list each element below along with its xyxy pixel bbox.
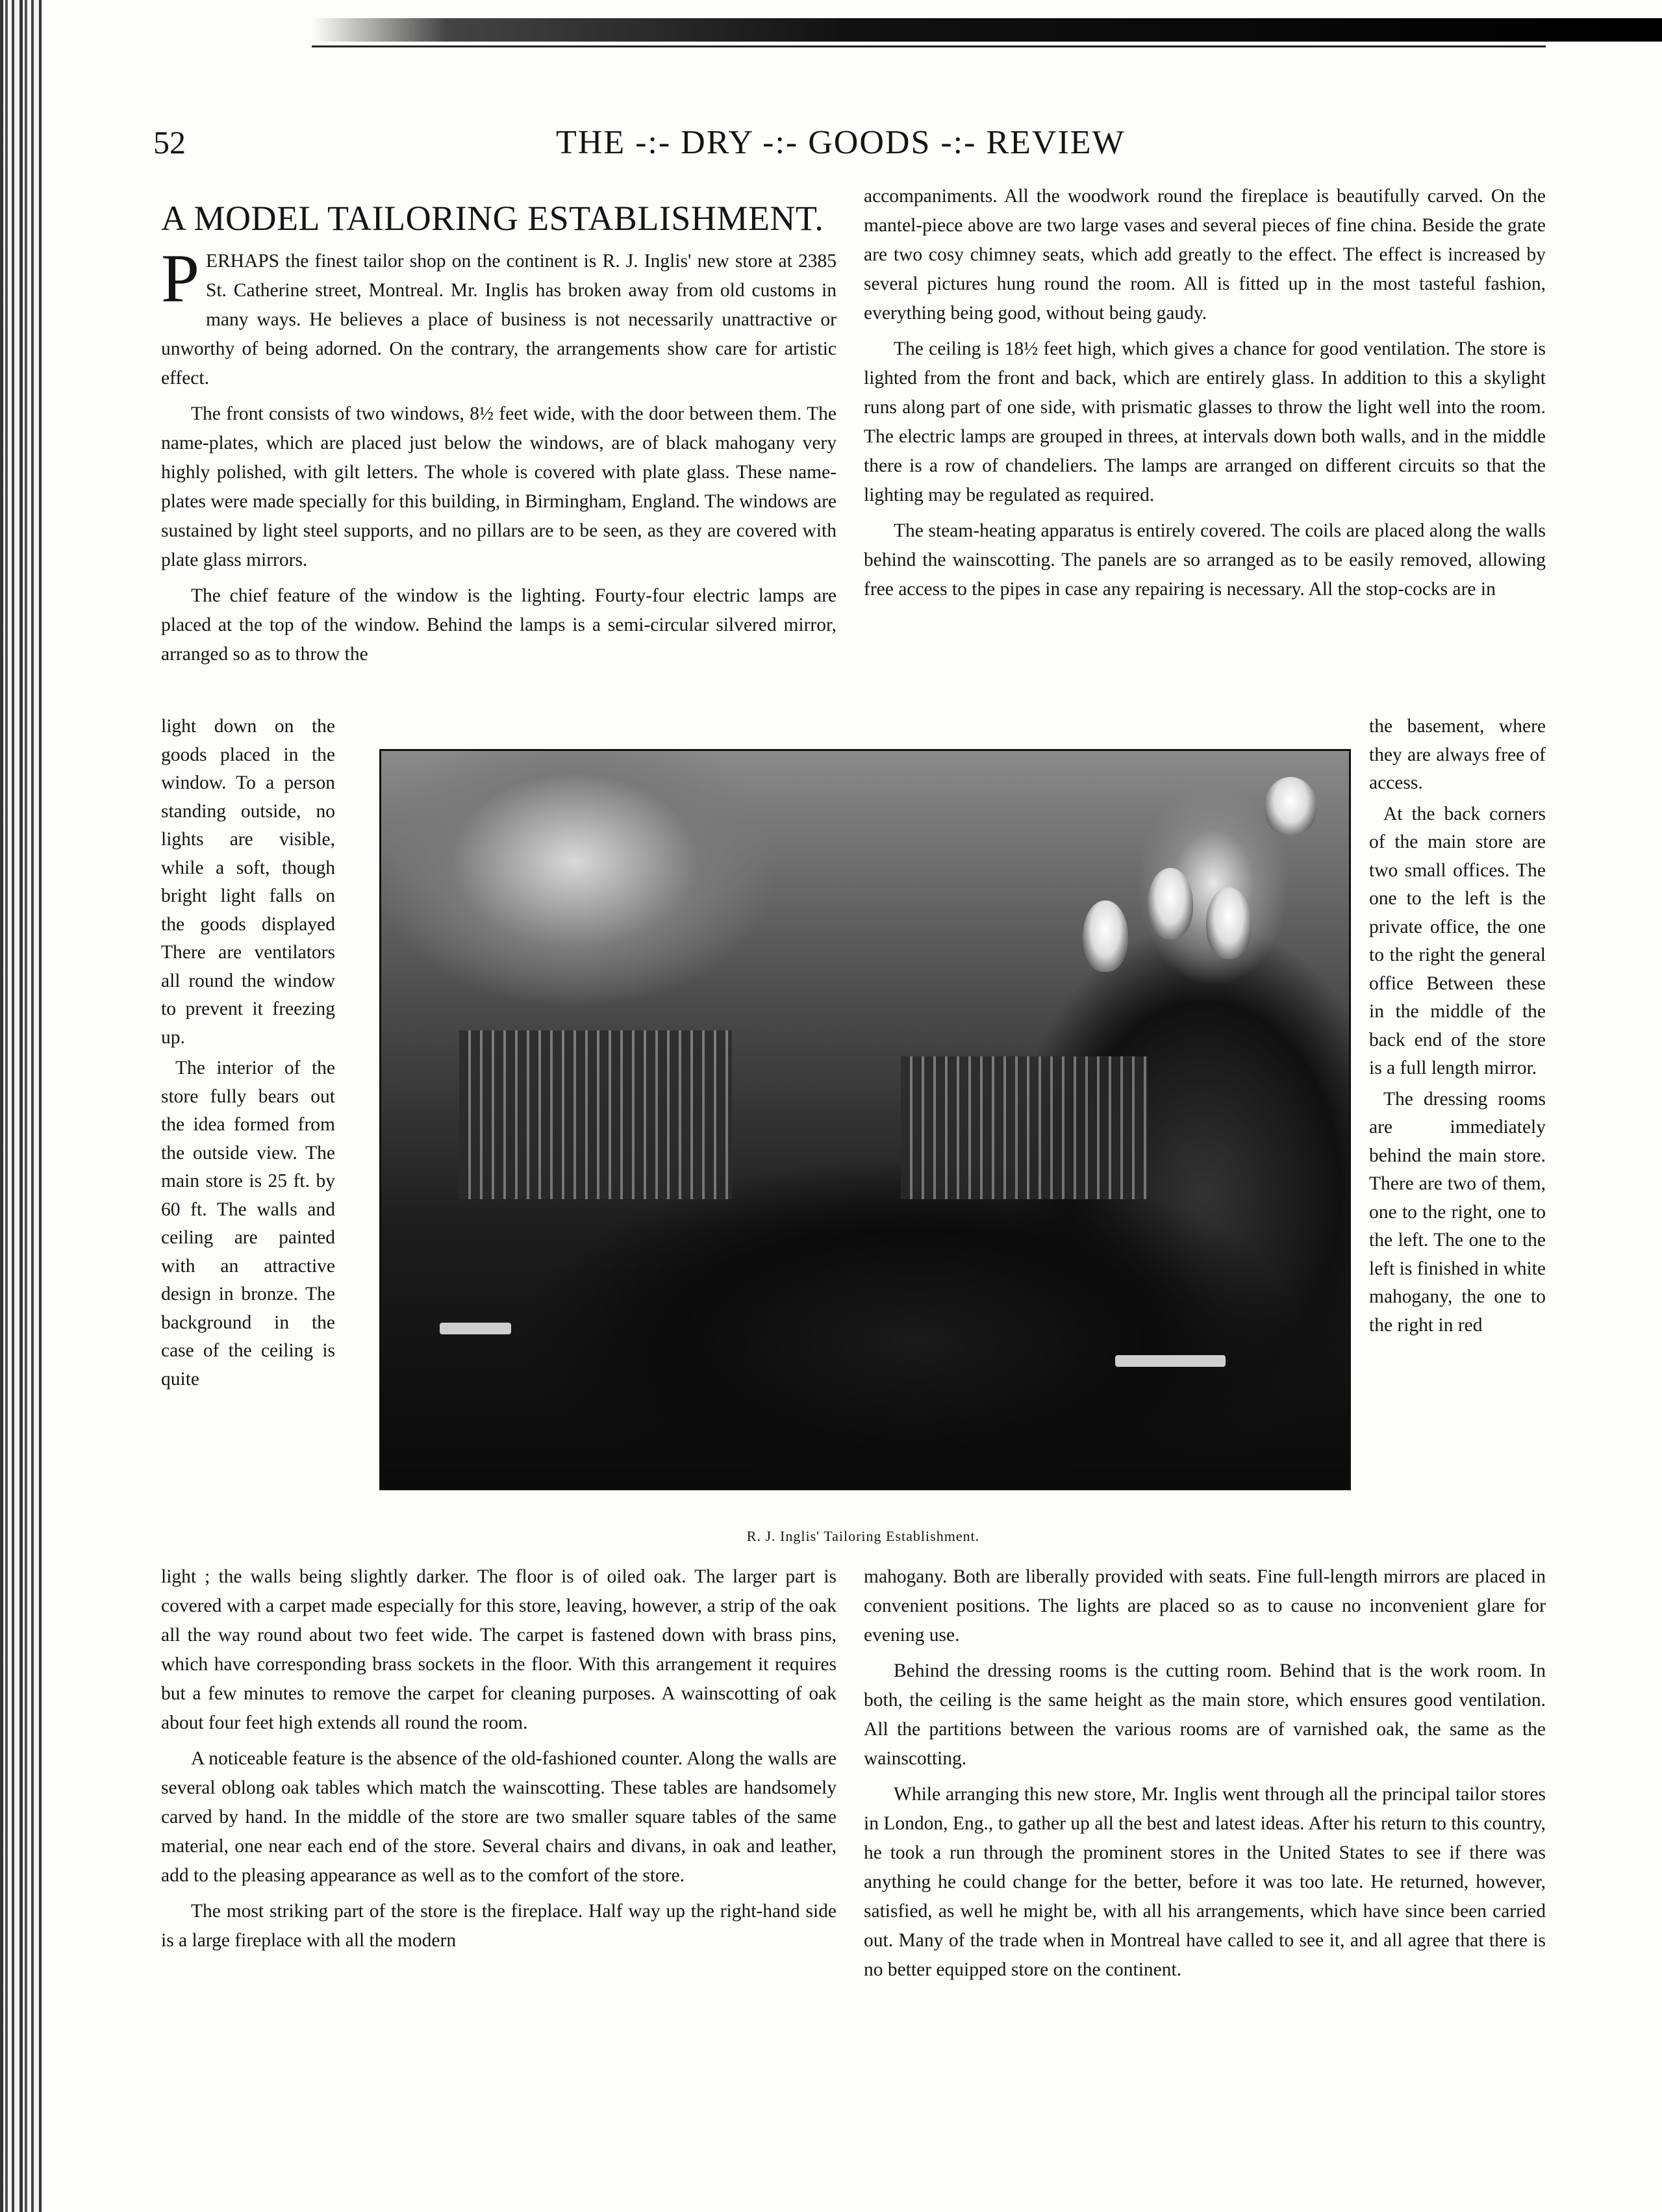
scan-binding-edge <box>0 0 42 2212</box>
paragraph: light down on the goods placed in the window. To a person standing outside, no lights are visible, while a soft, though bright light falls on the goods displayed There are ventilators all round the window to prevent it freezing up. <box>161 716 335 1048</box>
left-bottom-column <box>161 1562 837 1962</box>
top-rule-thin <box>312 45 1546 47</box>
paragraph: The steam-heating apparatus is entirely covered. The coils are placed along the walls behind the wainscotting. The panels are so arranged as to be easily removed, allowing free access to the pipes in case any repairing is necessary. All the stop-cocks are in <box>864 520 1546 600</box>
figure-caption: R. J. Inglis' Tailoring Establishment. <box>746 1528 980 1544</box>
left-wrap-column <box>161 713 335 1396</box>
chandelier-lamp <box>1265 777 1316 835</box>
dropcap: P <box>161 240 199 316</box>
display-cabinet <box>901 1056 1148 1199</box>
paragraph: The front consists of two windows, 8½ feet wide, with the door between them. The name-plates, which are placed just below the windows, are of black mahogany very highly polished, with gilt letters. The whole is covered with plate glass. These name-plates were made specially for this building, in Birmingham, England. The windows are sustained by light steel supports, and no pillars are to be seen, as they are covered with plate glass mirrors. <box>161 403 837 570</box>
paragraph: Behind the dressing rooms is the cutting room. Behind that is the work room. In both, the ceiling is the same height as the main store, which ensures good ventilation. All the partitions between the various rooms are of varnished oak, the same as the wainscotting. <box>864 1660 1546 1769</box>
paragraph: While arranging this new store, Mr. Inglis went through all the principal tailor stores in London, Eng., to gather up all the best and latest ideas. After his return to this country, he took a run through the prominent stores in the United States to see if there was anything he could change for the better, before it was too late. He returned, however, satisfied, as well he might be, with all his arrangements, which have since been carried out. Many of the trade when in Montreal have called to see it, and all agree that there is no better equipped store on the continent. <box>864 1784 1546 1980</box>
top-rule <box>312 18 1662 42</box>
paragraph: The most striking part of the store is the fireplace. Half way up the right-hand side is a large fireplace with all the modern <box>161 1901 837 1951</box>
right-bottom-column <box>864 1562 1546 1991</box>
right-wrap-column <box>1369 713 1546 1342</box>
left-column <box>161 195 837 676</box>
paragraph: The dressing rooms are immediately behind the main store. There are two of them, one to the right, one to the left. The one to the left is finished in white mahogany, the one to the right in red <box>1369 1088 1546 1336</box>
paragraph: The chief feature of the window is the lighting. Fourty-four electric lamps are placed at the top of the window. Behind the lamps is a semi-circular silvered mirror, arranged so as to throw the <box>161 585 837 665</box>
paragraph: The ceiling is 18½ feet high, which gives a chance for good ventilation. The store is lighted from the front and back, which are entirely glass. In addition to this a skylight runs along part of one side, with prismatic glasses to throw the light well into the room. The electric lamps are grouped in threes, at intervals down both walls, and in the middle there is a row of chandeliers. The lamps are arranged on different circuits so that the lighting may be regulated as required. <box>864 338 1546 505</box>
store-photograph <box>379 749 1351 1490</box>
paragraph: light ; the walls being slightly darker. The floor is of oiled oak. The larger part is covered with a carpet made especially for this store, leaving, however, a strip of the oak all the way round about two feet wide. The carpet is fastened down with brass pins, which have corresponding brass sockets in the floor. With this arrangement it requires but a few minutes to remove the carpet for cleaning purposes. A wainscotting of oak about four feet high extends all round the room. <box>161 1566 837 1733</box>
table-top <box>440 1323 511 1334</box>
running-title: THE -:- DRY -:- GOODS -:- REVIEW <box>556 124 1126 161</box>
paragraph: mahogany. Both are liberally provided with seats. Fine full-length mirrors are placed in convenient positions. The lights are placed so as to cause no inconvenient glare for evening use. <box>864 1566 1546 1646</box>
paragraph: PERHAPS the finest tailor shop on the continent is R. J. Inglis' new store at 2385 St. Catherine street, Montreal. Mr. Inglis has broken away from old customs in many ways. He believes a place of business is not necessarily unattractive or unworthy of being adorned. On the contrary, the arrangements show care for artistic effect. <box>161 240 837 388</box>
article-title: A MODEL TAILORING ESTABLISHMENT. <box>161 199 824 238</box>
chandelier-lamp <box>1083 900 1128 972</box>
chandelier-lamp <box>1148 868 1193 939</box>
paragraph: The interior of the store fully bears out the idea formed from the outside view. The main store is 25 ft. by 60 ft. The walls and ceiling are painted with an attractive design in bronze. The background in the case of the ceiling is quite <box>161 1058 335 1390</box>
page-header <box>153 123 1517 175</box>
page-number: 52 <box>153 124 186 160</box>
paragraph: accompaniments. All the woodwork round the fireplace is beautifully carved. On the mantel-piece above are two large vases and several pieces of fine china. Beside the grate are two cosy chimney seats, which add greatly to the effect. The effect is increased by several pictures hung round the room. All is fitted up in the most tasteful fashion, everything being good, without being gaudy. <box>864 186 1546 324</box>
display-cabinet <box>459 1030 732 1199</box>
paragraph: the basement, where they are always free of access. <box>1369 716 1546 793</box>
chandelier-lamp <box>1206 887 1252 959</box>
paragraph: A noticeable feature is the absence of the old-fashioned counter. Along the walls are several oblong oak tables which match the wainscotting. These tables are handsomely carved by hand. In the middle of the store are two smaller square tables of the same material, one near each end of the store. Several chairs and divans, in oak and leather, add to the pleasing appearance as well as to the comfort of the store. <box>161 1748 837 1886</box>
paragraph: At the back corners of the main store are two small offices. The one to the left is the private office, the one to the right the general office Between these in the middle of the back end of the store is a full length mirror. <box>1369 803 1546 1078</box>
right-column <box>864 182 1546 611</box>
table-top <box>1115 1355 1226 1367</box>
